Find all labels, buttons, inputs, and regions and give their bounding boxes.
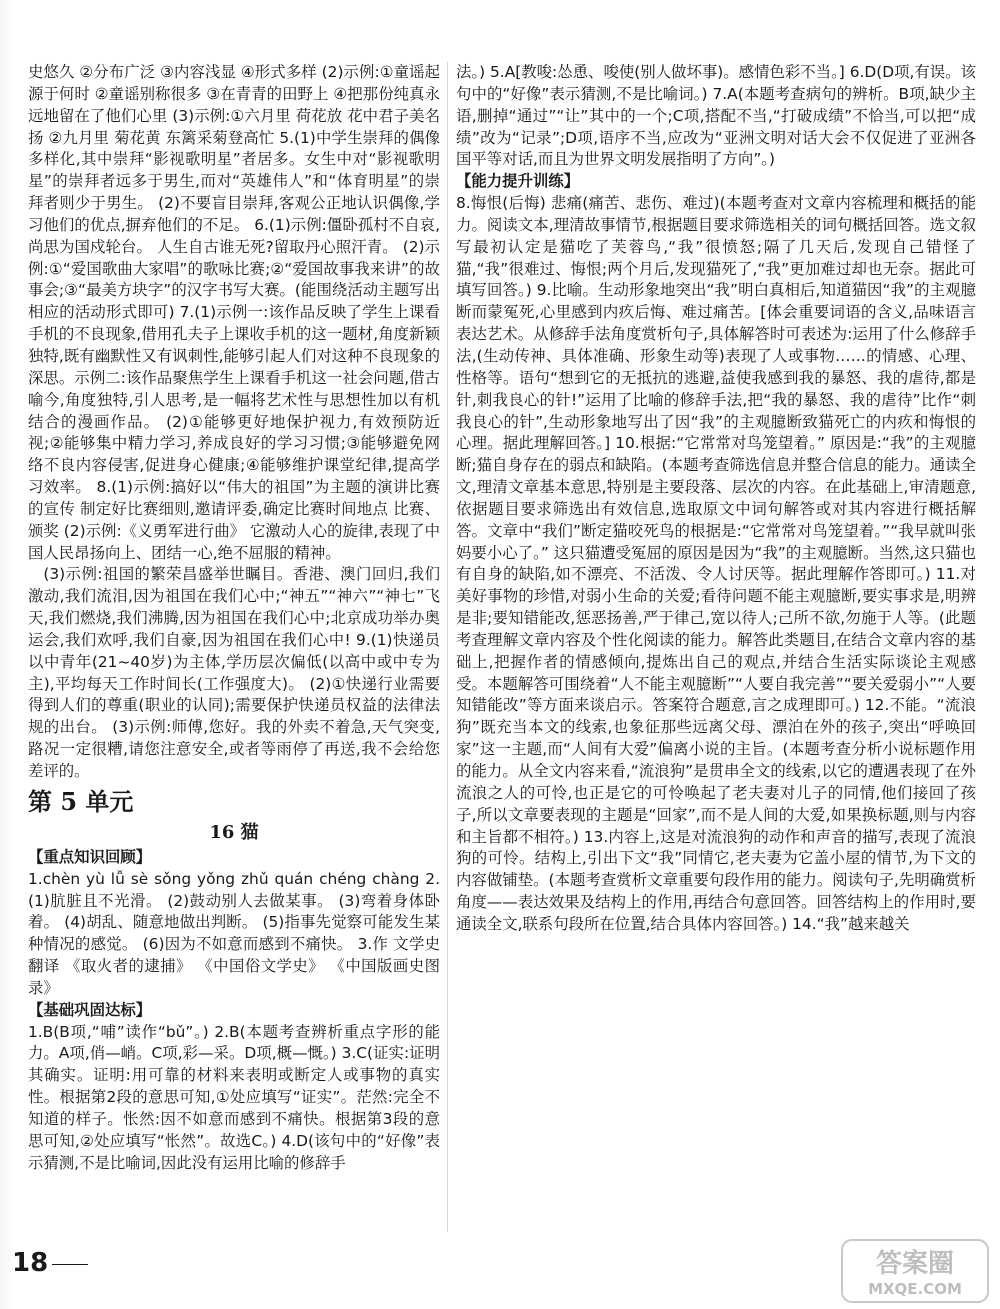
left-column	[28, 62, 440, 1232]
answer-paragraph: (3)示例:祖国的繁荣昌盛举世瞩目。香港、澳门回归,我们激动,我们流泪,因为祖国在我们心中;“神五”“神六”“神七”飞天,我们燃烧,我们沸腾,因为祖国在我们心中;北京成功举办奥运会,我们欢呼,我们自豪,因为祖国在我们心中! 9.(1)快递员以中青年(21~40岁)为主体,学历层次偏低(以高中或中专为主),平均每天工作时间长(工作强度大)。 (2)①快递行业需要得到人们的尊重(职业的认同);需要保护快递员权益的法律法规的出台。 (3)示例:师傅,您好。我的外卖不着急,天气突变,路况一定很糟,请您注意安全,或者等雨停了再送,我不会给您差评的。	[28, 565, 440, 780]
watermark-text-en: MXQE.COM	[868, 1280, 962, 1298]
page-edge-shadow	[0, 0, 14, 1309]
lesson-title: 16 猫	[209, 821, 259, 843]
page-number-rule	[52, 1264, 88, 1265]
column-divider	[447, 62, 448, 1232]
review-answers	[28, 869, 440, 1000]
unit-title: 第 5 单元	[28, 786, 134, 816]
basic-answers: 1.B(B项,“哺”读作“bǔ”。) 2.B(本题考查辨析重点字形的能力。A项,俏—峭。C项,彩—采。D项,概—慨。) 3.C(证实:证明其确实。证明:用可靠的材料来表明或断定人或事物的真实性。根据第2段的意思可知,①处应填写“证实”。茫然:完全不知道的样子。怅然:因不如意而感到不痛快。根据第3段的意思可知,②处应填写“怅然”。故选C。) 4.D(该句中的“好像”表示猜测,不是比喻词,因此没有运用比喻的修辞手	[28, 1022, 440, 1172]
review-rest: 2.(1)肮脏且不光滑。 (2)鼓动别人去做某事。 (3)弯着身体卧着。 (4)胡乱、随意地做出判断。 (5)指事先觉察可能发生某种情况的感觉。 (6)因为不如意而感到不痛快。 3.作 文学史 翻译 《取火者的逮捕》 《中国俗文学史》 《中国版画史图录》	[28, 869, 440, 997]
section-heading-basic: 【基础巩固达标】	[28, 1000, 152, 1019]
right-column	[456, 62, 976, 1232]
answer-paragraph: 史悠久 ②分布广泛 ③内容浅显 ④形式多样 (2)示例:①童谣起源于何时 ②童谣别称很多 ③在青青的田野上 ④把那份纯真永远地留在了他们心里 (3)示例:①六月里 荷花放 花中君子美名扬 ②九月里 菊花黄 东篱采菊登高忙 5.(1)中学生崇拜的偶像多样化,其中崇拜“影视歌明星”者居多。女生中对“影视歌明星”的崇拜者远多于男生,而对“英雄伟人”和“体育明星”的崇拜者则少于男生。 (2)不要盲目崇拜,客观公正地认识偶像,学习他们的优点,摒弃他们的不足。 6.(1)示例:僵卧孤村不自哀,尚思为国戍轮台。 人生自古谁无死?留取丹心照汗青。 (2)示例:①“爱国歌曲大家唱”的歌咏比赛;②“爱国故事我来讲”的故事会;③“最美方块字”的汉字书写大赛。(能围绕活动主题写出相应的活动形式即可) 7.(1)示例一:该作品反映了学生上课看手机的不良现象,借用孔夫子上课收手机的这一题材,角度新颖独特,既有幽默性又有讽刺性,能够引起人们对这种不良现象的深思。示例二:该作品聚焦学生上课看手机这一社会问题,借古喻今,角度独特,引人思考,是一幅将艺术性与思想性加以有机结合的漫画作品。 (2)①能够更好地保护视力,有效预防近视;②能够集中精力学习,养成良好的学习习惯;③能够避免网络不良内容侵害,促进身心健康;④能够维护课堂纪律,提高学习效率。 8.(1)示例:搞好以“伟大的祖国”为主题的演讲比赛的宣传 制定好比赛细则,邀请评委,确定比赛时间地点 比赛、颁奖 (2)示例:《义勇军进行曲》 它激动人心的旋律,表现了中国人民昂扬向上、团结一心,绝不屈服的精神。	[28, 63, 440, 562]
watermark-logo	[840, 1238, 990, 1304]
ability-answers: 8.悔恨(后悔) 悲痛(痛苦、悲伤、难过)(本题考查对文章内容梳理和概括的能力。阅读文本,理清故事情节,根据题目要求筛选相关的词句概括回答。选文叙写最初认定是猫吃了芙蓉鸟,“我”很愤怒;隔了几天后,发现自己错怪了猫,“我”很难过、悔恨;两个月后,发现猫死了,“我”更加难过却也无奈。据此可填写回答。) 9.比喻。生动形象地突出“我”明白真相后,知道猫因“我”的主观臆断而蒙冤死,心里感到内疚后悔、难过痛苦。[体会重要词语的含义,品味语言表达艺术。从修辞手法角度赏析句子,具体解答时可表述为:运用了什么修辞手法,(生动传神、具体准确、形象生动等)表现了人或事物……的情感、心理、性格等。语句“想到它的无抵抗的逃避,益使我感到我的暴怒、我的虐待,都是针,刺我良心的针!”运用了比喻的修辞手法,把“我的暴怒、我的虐待”比作“刺我良心的针”,生动形象地写出了因“我”的主观臆断致猫死亡的内疚和悔恨的心理。据此理解回答。] 10.根据:“它常常对鸟笼望着。” 原因是:“我”的主观臆断;猫自身存在的弱点和缺陷。(本题考查筛选信息并整合信息的能力。通读全文,理清文章基本意思,特别是主要段落、层次的内容。在此基础上,审清题意,依据题目要求筛选出有效信息,选取原文中词句解答或对其内容进行概括解答。文章中“我们”断定猫咬死鸟的根据是:“它常常对鸟笼望着。”“我早就叫张妈要小心了。” 这只猫遭受冤屈的原因是因为“我”的主观臆断。当然,这只猫也有自身的缺陷,如不漂亮、不活泼、令人讨厌等。据此理解作答即可。) 11.对美好事物的珍惜,对弱小生命的关爱;看待问题不能主观臆断,要实事求是,明辨是非;要知错能改,惩恶扬善,严于律己,宽以待人;己所不欲,勿施于人等。(此题考查理解文章内容及个性化阅读的能力。解答此类题目,在结合文章内容的基础上,把握作者的情感倾向,提炼出自己的观点,并结合生活实际谈论主观感受。本题解答可围绕着“人不能主观臆断”“人要自我完善”“要关爱弱小”“人要知错能改”等方面来谈启示。答案符合题意,言之成理即可。) 12.不能。“流浪狗”既充当本文的线索,也象征那些远离父母、漂泊在外的孩子,突出“呼唤回家”这一主题,而“人间有大爱”偏离小说的主旨。(本题考查分析小说标题作用的能力。从全文内容来看,“流浪狗”是贯串全文的线索,以它的遭遇表现了在外流浪之人的可怜,也正是它的可怜唤起了老夫妻对儿子的同情,他们接回了孩子,所以文章要表现的主题是“回家”,而不是人间的大爱,如果换标题,则与内容和主旨都不相符。) 13.内容上,这是对流浪狗的动作和声音的描写,表现了流浪狗的可怜。结构上,引出下文“我”同情它,老夫妻为它盖小屋的情节,为下文的内容做铺垫。(本题考查赏析文章重要句段作用的能力。阅读句子,先明确赏析角度——表达效果及结构上的作用,再结合句意回答。回答结构上的作用时,要通读全文,联系句段所在位置,结合具体内容回答。) 14.“我”越来越关	[456, 194, 976, 933]
answer-paragraph: 法。) 5.A[教唆:怂恿、唆使(别人做坏事)。感情色彩不当。] 6.D(D项,有误。该句中的“好像”表示猜测,不是比喻词。) 7.A(本题考查病句的辨析。B项,缺少主语,删掉“通过”“让”其中的一个;C项,搭配不当,“打破成绩”不恰当,可以把“成绩”改为“记录”;D项,语序不当,应改为“亚洲文明对话大会不仅促进了亚洲各国平等对话,而且为世界文明发展指明了方向”。)	[456, 63, 976, 169]
watermark-text-cn: 答案圈	[875, 1249, 955, 1279]
review-number: 1.	[28, 869, 43, 888]
section-heading-ability: 【能力提升训练】	[456, 172, 580, 191]
section-heading-review: 【重点知识回顾】	[28, 847, 152, 866]
page-number: 18	[12, 1248, 49, 1278]
review-pinyin: chèn yù lǚ sè sǒng yǒng zhǔ quán chéng chàng	[42, 869, 420, 888]
